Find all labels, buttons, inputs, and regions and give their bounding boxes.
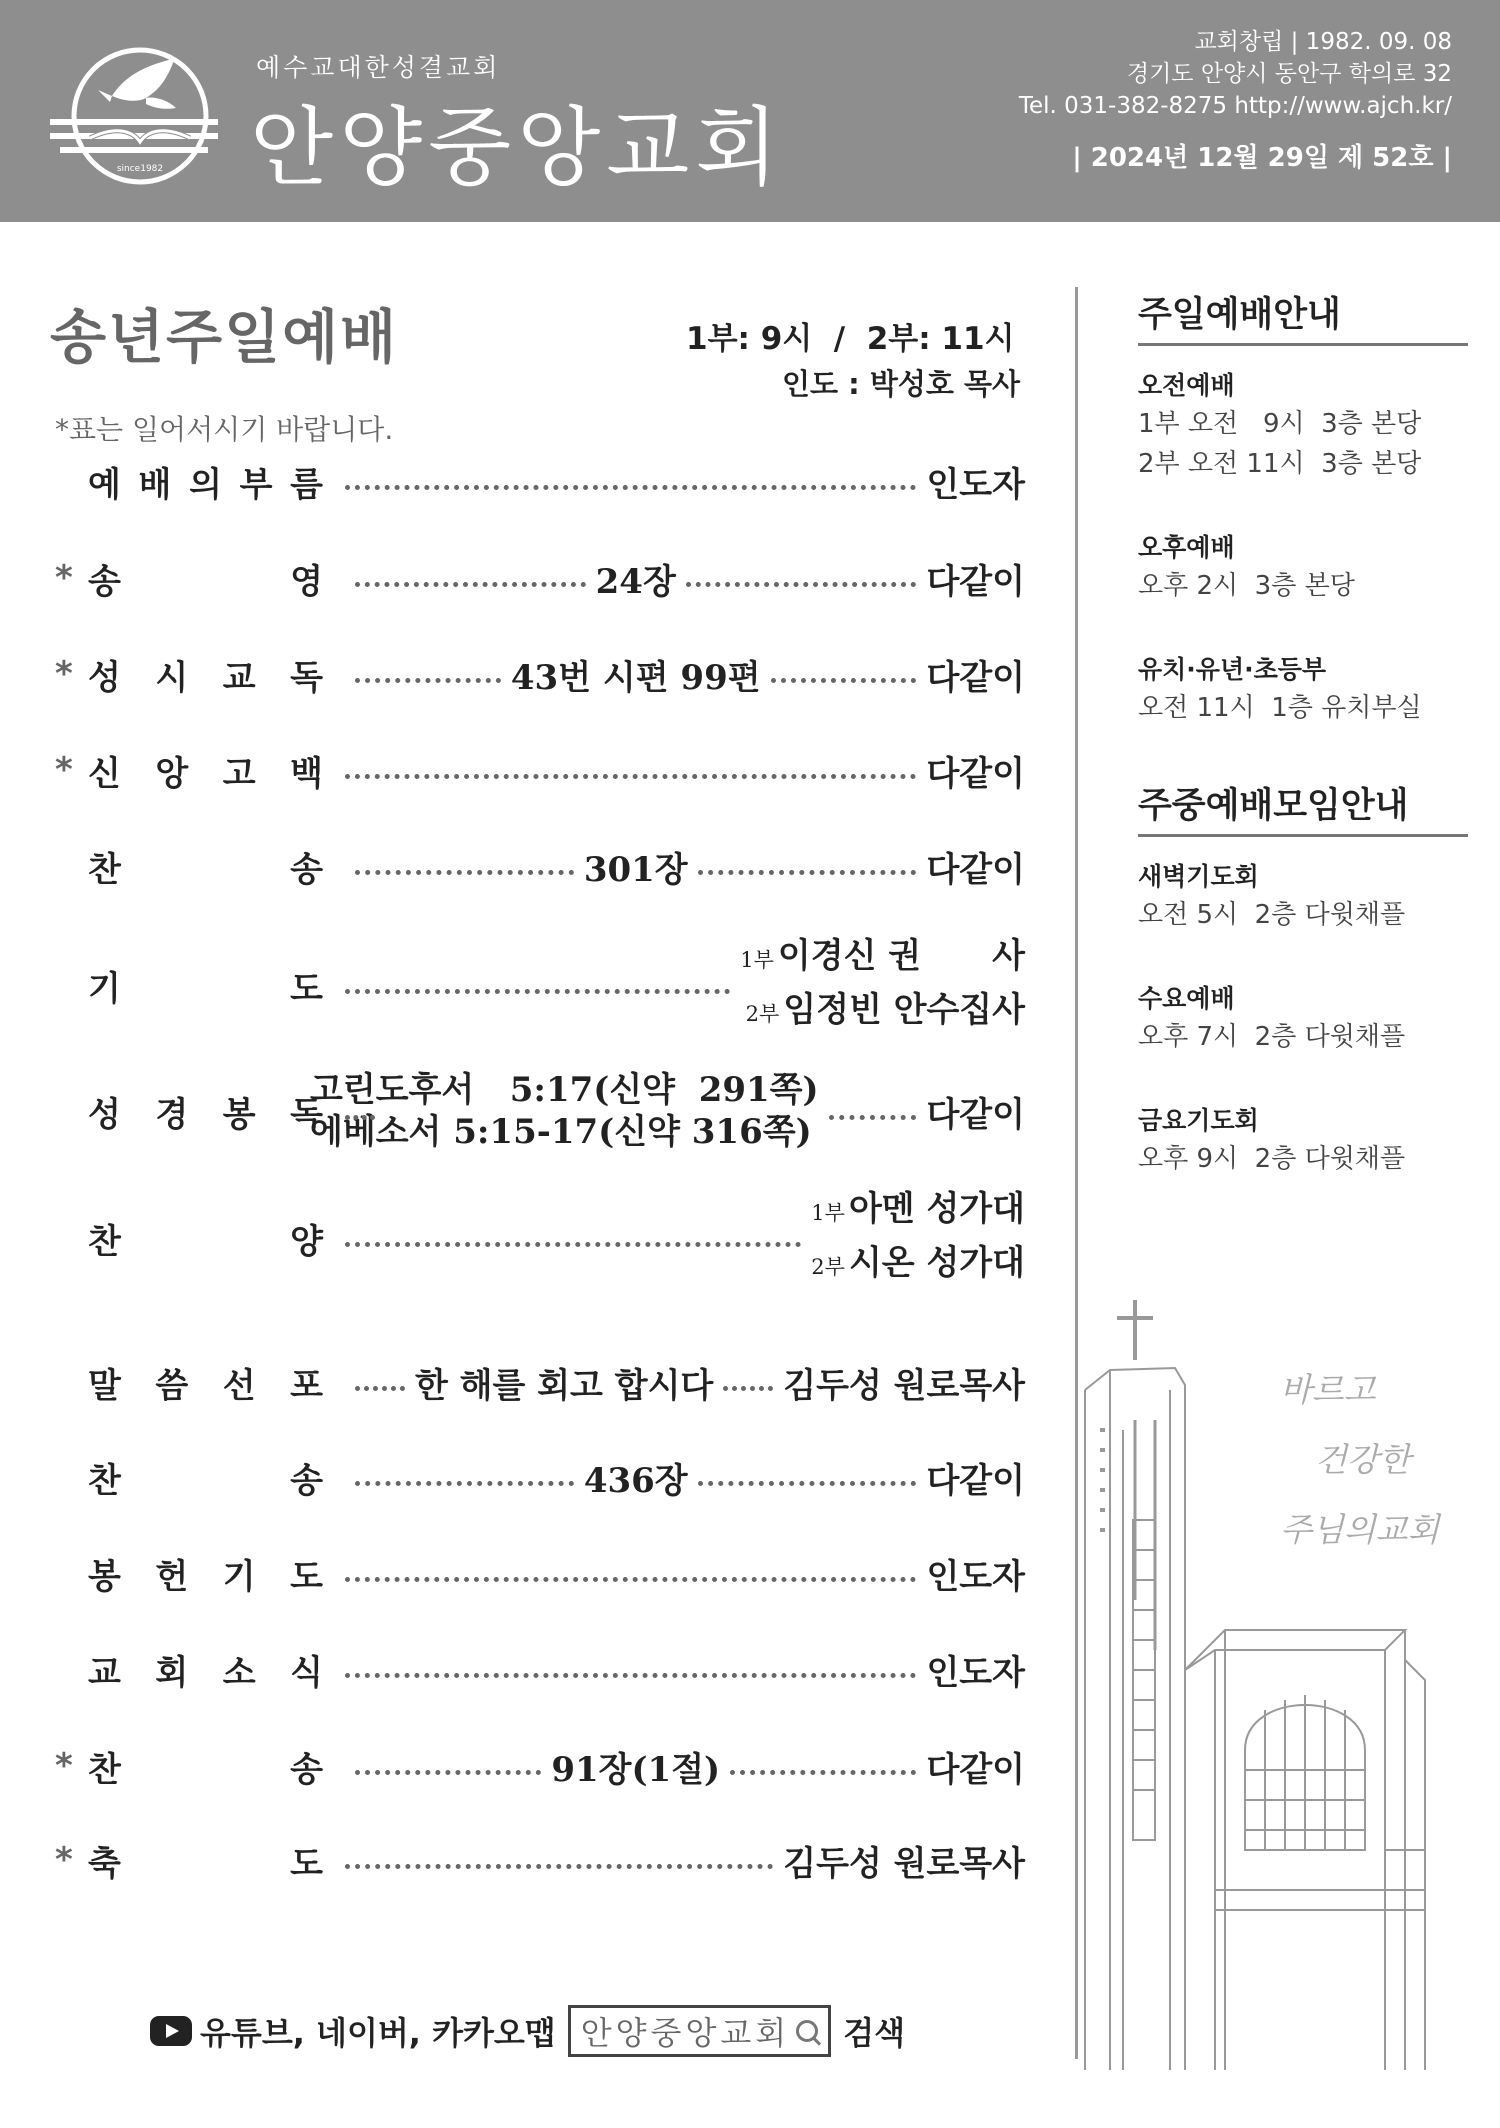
order-item-name: [88, 1358, 323, 1407]
standing-marker: *: [55, 1746, 73, 1786]
order-item-person: 김두성 원로목사: [783, 1843, 1025, 1884]
order-item-name: [88, 961, 323, 1010]
order-item-name: [88, 554, 323, 603]
weekday-service-info: [1138, 778, 1468, 1179]
order-item-char: 신: [88, 753, 121, 794]
part-tag: 1부: [740, 948, 774, 972]
order-item-char: 식: [290, 1652, 323, 1693]
dot-leader: [355, 678, 501, 683]
order-item-char: 고: [222, 753, 256, 794]
dot-leader: [355, 870, 574, 875]
person-name: 이경신 권 사: [777, 936, 1025, 976]
service-group-title: 금요기도회: [1138, 1106, 1259, 1135]
order-row: [55, 936, 1025, 1030]
service-group-line: 오후 2시 3층 본당: [1138, 571, 1355, 601]
order-item-person: 다같이: [926, 1749, 1026, 1790]
order-item-name: [88, 1453, 323, 1502]
sunday-heading: 주일예배안내: [1138, 287, 1468, 346]
youtube-icon[interactable]: [150, 2016, 192, 2046]
service-group: [1138, 981, 1468, 1057]
service-group-title: 오전예배: [1138, 371, 1235, 400]
standing-marker: *: [55, 558, 73, 598]
part-tag: 2부: [745, 1002, 780, 1026]
order-item-char: 봉: [222, 1094, 256, 1135]
order-item-person: 다같이: [926, 657, 1026, 698]
service-group-line: 2부 오전 11시 3층 본당: [1138, 449, 1422, 479]
order-item-detail: [345, 842, 1025, 891]
service-group: [1138, 368, 1468, 484]
order-item-name: [88, 1742, 323, 1791]
order-item-detail: [345, 931, 1025, 1039]
order-item-char: 앙: [155, 753, 189, 794]
order-row: [55, 740, 1025, 800]
dot-leader: [355, 1386, 405, 1391]
order-item-char: 기: [88, 968, 121, 1009]
issue-info: | 2024년 12월 29일 제 52호 |: [1072, 143, 1452, 173]
contact[interactable]: Tel. 031-382-8275 http://www.ajch.kr/: [1018, 93, 1452, 119]
order-item-name: [88, 1836, 323, 1885]
order-item-value: 301장: [583, 849, 688, 890]
order-item-char: 축: [88, 1843, 121, 1884]
order-item-detail: [345, 1453, 1025, 1502]
order-item-detail: [345, 1742, 1025, 1791]
order-item-char: 헌: [155, 1556, 189, 1597]
service-group-title: 수요예배: [1138, 984, 1235, 1013]
dot-leader: [345, 485, 916, 490]
order-item-detail: [345, 457, 1025, 506]
weekday-heading: 주중예배모임안내: [1138, 778, 1468, 837]
order-item-char: 송: [88, 561, 121, 602]
service-group: [1138, 859, 1468, 935]
service-group-title: 새벽기도회: [1138, 862, 1259, 891]
order-item-char: 배: [138, 464, 172, 505]
order-item-detail: [345, 1645, 1025, 1694]
dot-leader: [698, 870, 917, 875]
slogan-line: 바르고: [1280, 1370, 1376, 1409]
dot-leader: [355, 1481, 574, 1486]
order-item-detail: [345, 1549, 1025, 1598]
footer-search-hint: [150, 2005, 905, 2057]
order-item-char: 름: [290, 464, 323, 505]
dot-leader: [698, 1481, 917, 1486]
dot-leader: [345, 989, 730, 994]
order-item-char: 송: [290, 1749, 323, 1790]
order-item-char: 도: [290, 1843, 323, 1884]
standing-note: *표는 일어서시기 바랍니다.: [55, 413, 394, 446]
order-item-char: 찬: [88, 849, 121, 890]
order-item-value: 한 해를 회고 합시다: [415, 1365, 714, 1406]
service-times: 1부: 9시 / 2부: 11시: [686, 321, 1015, 357]
order-row: [55, 1639, 1025, 1699]
scripture-reading: [310, 1069, 819, 1153]
person-line: [746, 985, 1025, 1039]
standing-marker: *: [55, 1840, 73, 1880]
service-title: 송년주일예배: [50, 303, 399, 371]
search-icon: [796, 2020, 818, 2042]
order-item-person: 다같이: [926, 1094, 1025, 1135]
order-row: [55, 1352, 1025, 1412]
order-item-char: 영: [290, 561, 323, 602]
service-group-line: 오전 11시 1층 유치부실: [1138, 693, 1422, 723]
dot-leader: [686, 582, 917, 587]
order-item-detail: [345, 746, 1025, 795]
dot-leader: [730, 1770, 916, 1775]
scripture-line: 고린도후서 5:17(신약 291쪽): [310, 1070, 819, 1110]
order-item-value: 436장: [583, 1460, 688, 1501]
order-item-detail: [310, 1069, 1025, 1153]
denomination: 예수교대한성결교회: [256, 53, 501, 82]
church-name: 안양중앙교회: [250, 98, 785, 198]
order-item-char: 양: [290, 1221, 323, 1262]
order-item-char: 백: [290, 753, 323, 794]
logo-caption: since1982: [116, 164, 164, 174]
part-tag: 2부: [811, 1255, 845, 1279]
order-item-detail: [345, 554, 1025, 603]
dot-leader: [345, 1577, 916, 1582]
person-line: [811, 1184, 1025, 1238]
service-leader: 인도 : 박성호 목사: [782, 367, 1020, 401]
part-tag: 1부: [811, 1201, 845, 1225]
order-item-value: 43번 시편 99편: [510, 657, 761, 698]
order-row: [55, 1070, 1025, 1152]
order-item-char: 교: [222, 657, 256, 698]
person-name: 임정빈 안수집사: [783, 990, 1025, 1030]
order-row: [55, 1543, 1025, 1603]
order-row: [55, 644, 1025, 704]
order-row: [55, 1189, 1025, 1283]
order-item-name: [88, 1549, 323, 1598]
dot-leader: [355, 1770, 541, 1775]
order-item-char: 봉: [88, 1556, 121, 1597]
service-group-title: 유치·유년·초등부: [1138, 655, 1327, 684]
order-item-char: 예: [88, 464, 121, 505]
order-item-name: [88, 650, 323, 699]
dot-leader: [723, 1386, 773, 1391]
dot-leader: [829, 1115, 917, 1120]
order-item-char: 찬: [88, 1221, 121, 1262]
order-item-char: 독: [290, 1094, 323, 1135]
service-group: [1138, 1103, 1468, 1179]
dot-leader: [345, 774, 916, 779]
order-item-char: 성: [88, 1094, 121, 1135]
order-item-char: 도: [290, 968, 323, 1009]
header-banner: [0, 0, 1500, 222]
order-item-char: 찬: [88, 1460, 121, 1501]
search-box[interactable]: [568, 2005, 831, 2057]
scripture-line: 에베소서 5:15-17(신약 316쪽): [310, 1112, 812, 1152]
slogan-line: 주님의교회: [1280, 1510, 1440, 1549]
order-item-char: 성: [88, 657, 121, 698]
order-row: [55, 451, 1025, 511]
order-item-detail: [345, 1184, 1025, 1292]
order-item-char: 독: [290, 657, 323, 698]
standing-marker: *: [55, 750, 73, 790]
church-logo-icon: [50, 38, 218, 193]
dot-leader: [345, 1673, 916, 1678]
order-item-detail: [345, 650, 1025, 699]
service-group-line: 1부 오전 9시 3층 본당: [1138, 409, 1422, 439]
order-item-char: 교: [88, 1652, 121, 1693]
dot-leader: [345, 1115, 375, 1120]
person-name: 시온 성가대: [848, 1243, 1025, 1283]
order-item-person: 인도자: [926, 464, 1025, 505]
order-item-person: 인도자: [926, 1652, 1025, 1693]
person-line: [811, 1238, 1025, 1292]
service-group-line: 오후 7시 2층 다윗채플: [1138, 1022, 1406, 1052]
order-item-char: 의: [189, 464, 222, 505]
order-item-person: 인도자: [926, 1556, 1025, 1597]
founded-date: 교회창립 | 1982. 09. 08: [1194, 29, 1452, 55]
order-item-char: 경: [155, 1094, 189, 1135]
order-row: [55, 548, 1025, 608]
order-item-value: 91장(1절): [551, 1749, 721, 1790]
service-group: [1138, 652, 1468, 728]
dot-leader: [345, 1864, 773, 1869]
order-item-char: 송: [290, 849, 323, 890]
search-label: 검색: [843, 2014, 906, 2052]
person-line: [740, 931, 1025, 985]
slogan-line: 건강한: [1315, 1440, 1411, 1479]
order-item-people: [740, 931, 1025, 1039]
church-slogan: [1280, 1355, 1439, 1565]
order-item-name: [88, 1645, 323, 1694]
sunday-service-info: [1138, 287, 1468, 728]
service-group: [1138, 530, 1468, 606]
order-item-char: 송: [290, 1460, 323, 1501]
order-item-char: 포: [290, 1365, 323, 1406]
service-group-title: 오후예배: [1138, 533, 1235, 562]
order-row: [55, 1830, 1025, 1890]
order-row: [55, 1447, 1025, 1507]
platform-list: 유튜브, 네이버, 카카오맵: [200, 2014, 556, 2052]
order-item-name: [88, 746, 323, 795]
order-item-char: 말: [88, 1365, 121, 1406]
dot-leader: [355, 582, 586, 587]
order-item-char: 회: [155, 1652, 189, 1693]
order-item-char: 기: [222, 1556, 256, 1597]
order-item-person: 다같이: [926, 753, 1025, 794]
order-item-char: 도: [290, 1556, 323, 1597]
dot-leader: [771, 678, 917, 683]
order-item-detail: [345, 1836, 1025, 1885]
order-item-detail: [345, 1358, 1025, 1407]
standing-marker: *: [55, 654, 73, 694]
order-item-char: 찬: [88, 1749, 121, 1790]
order-item-name: [88, 1087, 323, 1136]
order-item-name: [88, 1214, 323, 1263]
order-item-char: 선: [222, 1365, 256, 1406]
order-item-people: [811, 1184, 1025, 1292]
order-item-person: 다같이: [926, 561, 1025, 602]
order-item-person: 다같이: [926, 1460, 1025, 1501]
service-group-line: 오후 9시 2층 다윗채플: [1138, 1144, 1406, 1174]
order-item-char: 씀: [155, 1365, 189, 1406]
person-name: 아멘 성가대: [848, 1189, 1025, 1229]
church-info: [1019, 26, 1452, 174]
order-item-char: 소: [222, 1652, 256, 1693]
address: 경기도 안양시 동안구 학의로 32: [1126, 61, 1452, 87]
order-row: [55, 1736, 1025, 1796]
order-item-person: 김두성 원로목사: [783, 1365, 1026, 1406]
order-item-value: 24장: [595, 561, 676, 602]
service-group-line: 오전 5시 2층 다윗채플: [1138, 900, 1406, 930]
order-item-name: [88, 842, 323, 891]
dot-leader: [345, 1242, 801, 1247]
order-row: [55, 836, 1025, 896]
order-item-char: 시: [155, 657, 189, 698]
order-item-char: 부: [239, 464, 273, 505]
order-item-person: 다같이: [926, 849, 1025, 890]
search-term: 안양중앙교회: [580, 2014, 791, 2052]
order-item-name: [88, 457, 323, 506]
